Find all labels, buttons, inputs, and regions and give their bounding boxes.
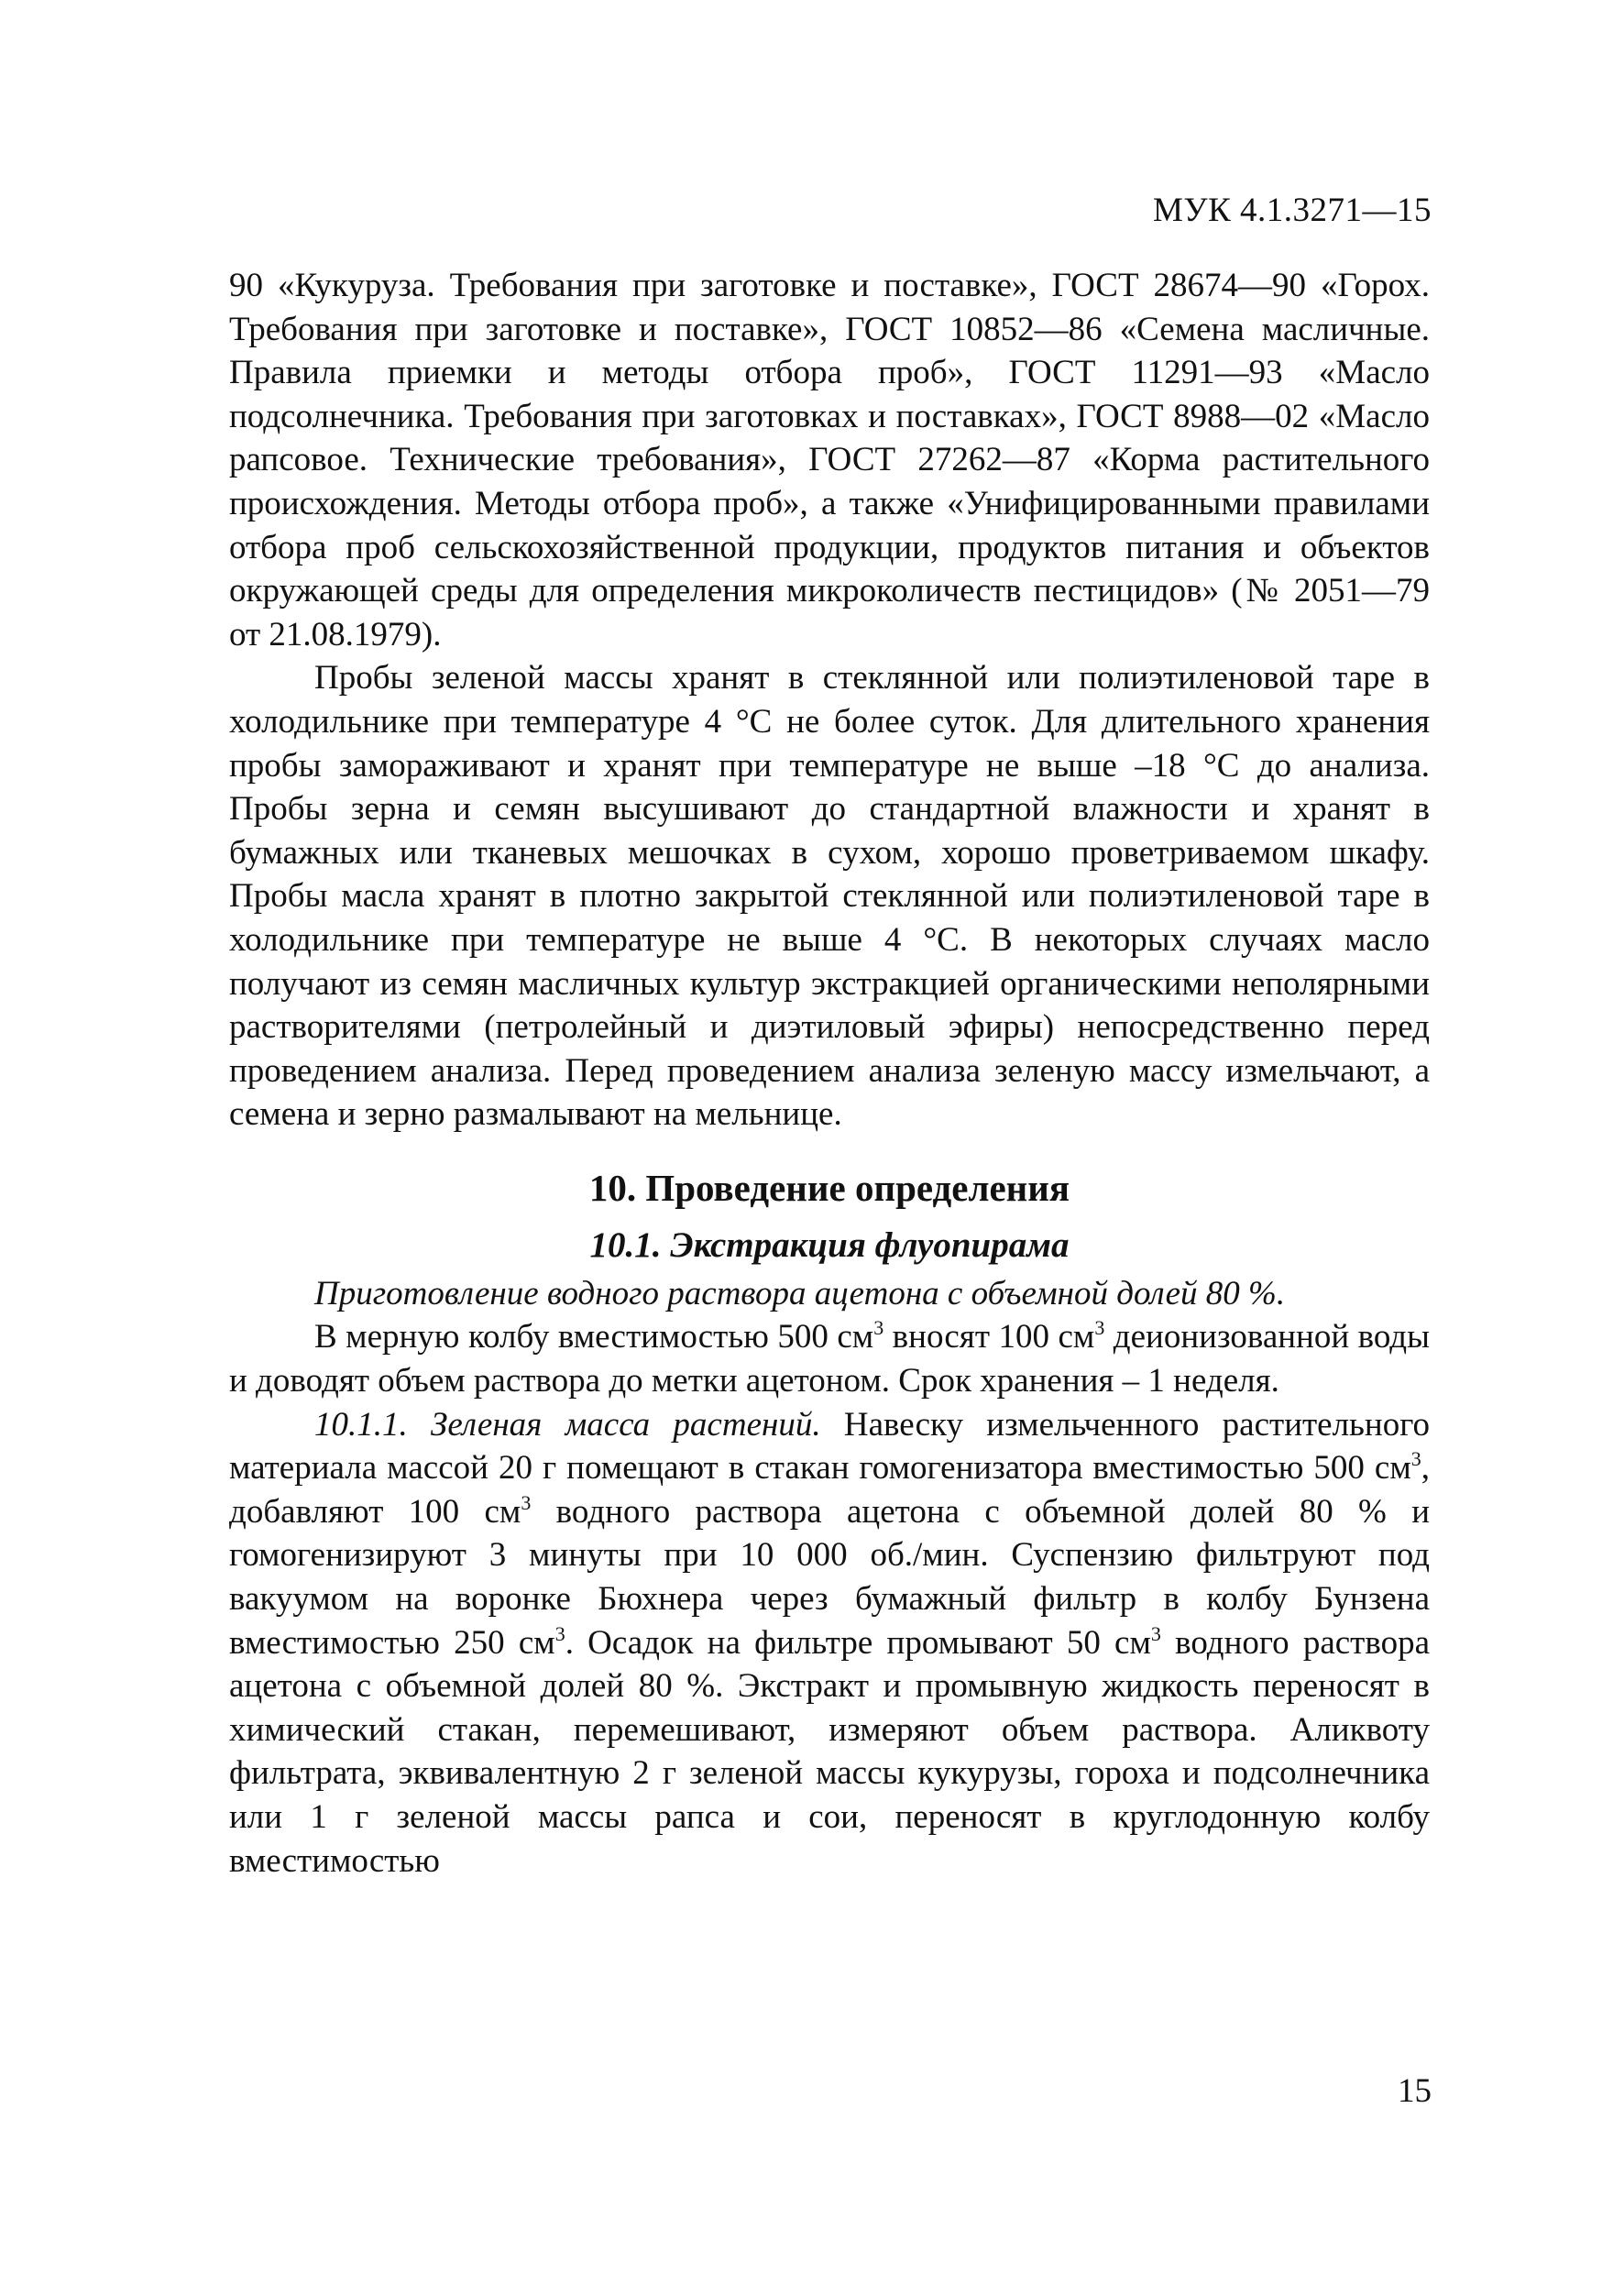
superscript: 3 <box>1410 1447 1421 1471</box>
paragraph-standards-list: 90 «Кукуруза. Требования при заготовке и поставке», ГОСТ 28674—90 «Горох. Требования при заготовке и поставке», ГОСТ 10852—86 «Семена масличные. Правила приемки и методы отбора проб», ГОСТ 11291—93 «Масло подсолнечника. Требования при заготовках и поставках», ГОСТ 8988—02 «Масло рапсовое. Технические требования», ГОСТ 27262—87 «Корма растительного происхождения. Методы отбора проб», а также «Унифицированными правилами отбора проб сельскохозяйственной продукции, продуктов питания и объектов окружающей среды для определения микроколичеств пестицидов» (№ 2051—79 от 21.08.1979). <box>229 267 1430 653</box>
text-run: водного раствора ацетона с объемной долей 80 %. Экстракт и промывную жидкость переносят в химический стакан, перемешивают, измеряют объем раствора. Аликвоту фильтрата, эквивалентную 2 г зеленой массы кукурузы, гороха и подсолнечника или 1 г зеленой массы рапса и сои, переносят в круглодонную колбу вместимостью <box>229 1623 1430 1880</box>
document-body <box>229 264 1430 1883</box>
text-run: , добавляют 100 см <box>229 1449 1430 1531</box>
preparation-paragraph <box>229 1315 1430 1402</box>
text-run: водного раствора ацетона с объемной долей 80 % и гомогенизируют 3 минуты при 10 000 об./мин. Суспензию фильтруют под вакуумом на воронке Бюхнера через бумажный фильтр в колбу Бунзена вместимостью 250 см <box>229 1492 1430 1662</box>
text-run: вносят 100 см <box>883 1318 1095 1356</box>
superscript: 3 <box>1150 1621 1161 1645</box>
paragraph-label: 10.1.1. Зеленая масса растений. <box>314 1405 821 1444</box>
text-run: Навеску измельченного растительного материала массой 20 г помещают в стакан гомогенизатора вместимостью 500 см <box>229 1405 1430 1488</box>
superscript: 3 <box>873 1316 884 1340</box>
text-run: В мерную колбу вместимостью 500 см <box>314 1318 874 1356</box>
section-heading: 10. Проведение определения <box>588 1166 1070 1209</box>
green-mass-paragraph <box>229 1403 1430 1883</box>
page-number: 15 <box>1398 2072 1432 2110</box>
superscript: 3 <box>521 1490 532 1514</box>
paragraph-sample-storage: Пробы зеленой массы хранят в стеклянной или полиэтиленовой таре в холодильнике при температуре 4 °С не более суток. Для длительного хранения пробы замораживают и хранят при температуре не выше –18 °С до анализа. Пробы зерна и семян высушивают до стандартной влажности и хранят в бумажных или тканевых мешочках в сухом, хорошо проветриваемом шкафу. Пробы масла хранят в плотно закрытой стеклянной или полиэтиленовой таре в холодильнике при температуре не выше 4 °С. В некоторых случаях масло получают из семян масличных культур экстракцией органическими неполярными растворителями (петролейный и диэтиловый эфиры) непосредственно перед проведением анализа. Перед проведением анализа зеленую массу измельчают, а семена и зерно размалывают на мельнице. <box>229 659 1430 1134</box>
subsection-heading: 10.1. Экстракция флуопирама <box>589 1224 1070 1265</box>
document-code-header: МУК 4.1.3271—15 <box>1152 192 1432 229</box>
preparation-title: Приготовление водного раствора ацетона с объемной долей 80 %. <box>314 1274 1286 1312</box>
superscript: 3 <box>554 1621 565 1645</box>
superscript: 3 <box>1094 1316 1105 1340</box>
text-run: деионизованной воды и доводят объем раствора до метки ацетоном. Срок хранения – 1 неделя. <box>229 1318 1430 1400</box>
text-run: . Осадок на фильтре промывают 50 см <box>565 1623 1151 1662</box>
